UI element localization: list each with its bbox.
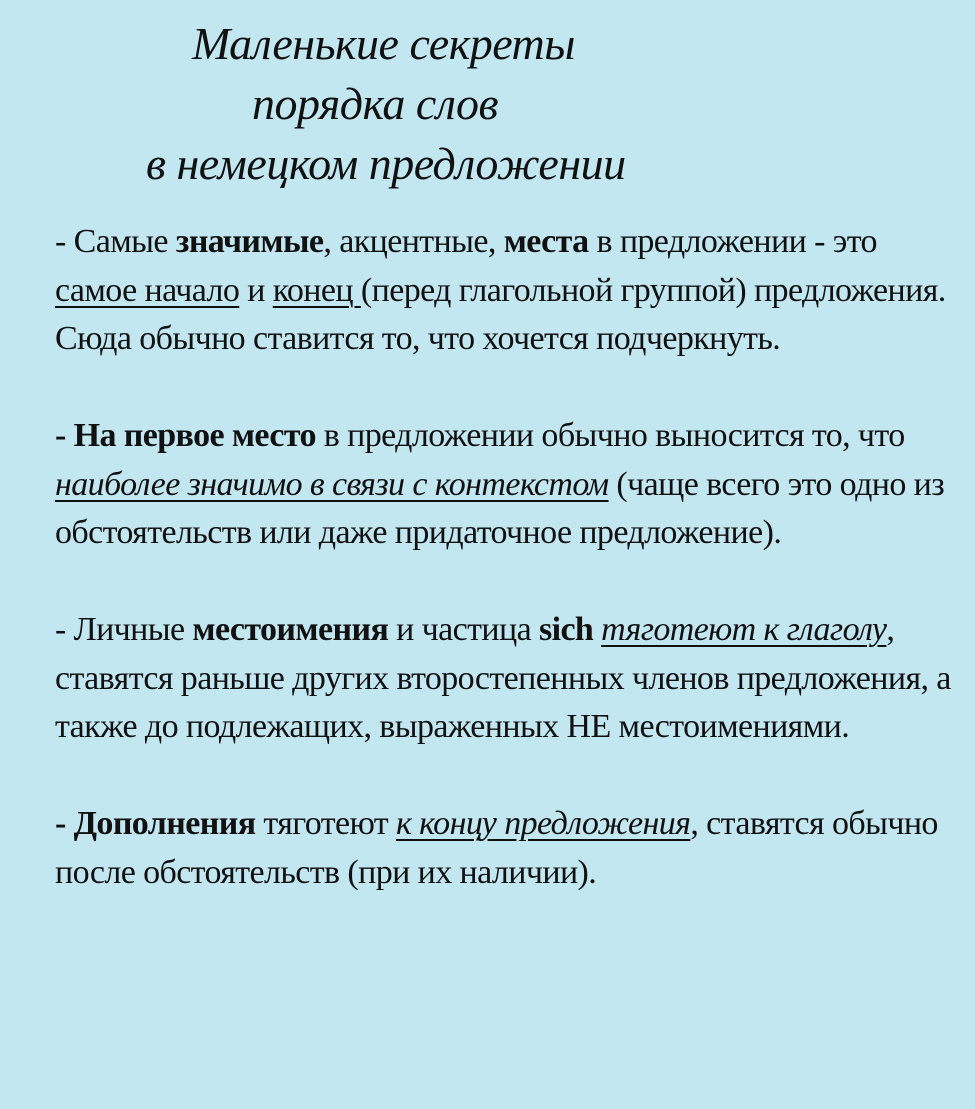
- text-segment: (перед глагольной группой) предложения. Сюда обычно ставится то, что хочется подчеркнуть.: [55, 271, 946, 357]
- rule-paragraph-emphasis-positions: [55, 218, 955, 364]
- italic-underlined-term: к концу предложения: [395, 805, 691, 842]
- text-segment: (чаще всего это одно из обстоятельств или даже придаточное предложение).: [55, 465, 945, 551]
- text-segment: в предложении обычно выносится то, что: [315, 417, 905, 454]
- bold-term: местоимения: [192, 611, 389, 648]
- rule-paragraph-first-position: [55, 412, 955, 558]
- title-line-1: Маленькие секреты: [192, 18, 575, 69]
- text-segment: [593, 611, 601, 648]
- underlined-term: самое начало: [55, 271, 240, 309]
- bold-term: значимые: [175, 223, 324, 260]
- bold-term: - Дополнения: [55, 805, 256, 842]
- text-segment: - Личные: [55, 611, 193, 648]
- text-segment: - Самые: [55, 223, 176, 260]
- text-segment: , ставятся обычно после обстоятельств (при их наличии).: [55, 805, 938, 891]
- italic-underlined-term: тяготеют к глаголу: [601, 611, 887, 648]
- text-segment: в предложении - это: [588, 223, 877, 260]
- title-line-2: порядка слов: [252, 78, 498, 129]
- underlined-term: конец: [272, 271, 361, 309]
- italic-underlined-term: наиболее значимо в связи с контекстом: [55, 465, 609, 503]
- text-segment: , ставятся раньше других второстепенных членов предложения, а также до подлежащих, выраженных НЕ местоимениями.: [55, 611, 951, 745]
- text-segment: , акцентные,: [323, 223, 504, 260]
- rule-paragraph-objects: [55, 800, 955, 897]
- text-segment: и частица: [388, 611, 539, 648]
- text-segment: тяготеют: [255, 805, 396, 842]
- bold-term: sich: [538, 611, 594, 648]
- rule-paragraph-pronouns: [55, 606, 955, 752]
- page-title: [0, 14, 975, 194]
- text-segment: и: [239, 271, 273, 309]
- bold-term: места: [503, 223, 589, 260]
- rules-content: [55, 218, 955, 946]
- title-line-3: в немецком предложении: [146, 138, 626, 189]
- bold-term: - На первое место: [55, 417, 316, 454]
